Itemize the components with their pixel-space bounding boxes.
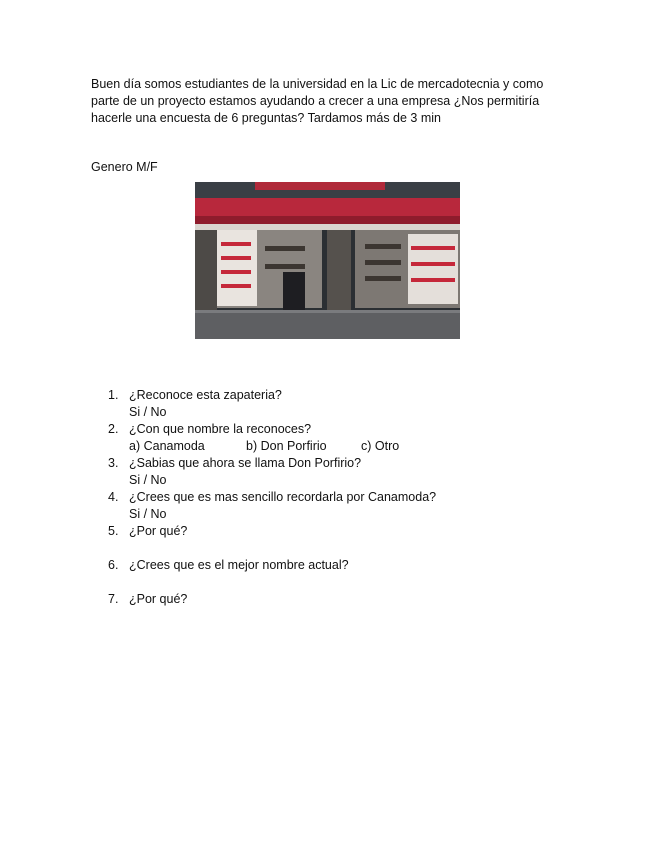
question-number: 5.: [108, 524, 119, 538]
question-number: 3.: [108, 456, 119, 470]
intro-line: Buen día somos estudiantes de la universidad en la Lic de mercadotecnia y como: [91, 77, 544, 91]
question-text: ¿Por qué?: [129, 592, 188, 606]
question-number: 6.: [108, 558, 119, 572]
question-number: 2.: [108, 422, 119, 436]
question-item: [108, 523, 528, 540]
question-text: ¿Por qué?: [129, 524, 188, 538]
question-text: ¿Sabias que ahora se llama Don Porfirio?: [129, 456, 362, 470]
option-b: b) Don Porfirio: [246, 439, 327, 453]
question-item: [108, 557, 528, 574]
question-item: [108, 455, 528, 489]
question-item: [108, 591, 528, 608]
question-text: ¿Reconoce esta zapateria?: [129, 388, 282, 402]
question-answer: Si / No: [129, 405, 167, 419]
answer-options: [129, 438, 528, 455]
question-number: 4.: [108, 490, 119, 504]
question-item: [108, 387, 528, 421]
question-text: ¿Crees que es el mejor nombre actual?: [129, 558, 349, 572]
storefront-photo: [195, 182, 460, 339]
question-number: 7.: [108, 592, 119, 606]
question-answer: Si / No: [129, 507, 167, 521]
gender-label: Genero M/F: [91, 160, 158, 174]
question-item: [108, 489, 528, 523]
question-item: [108, 421, 528, 455]
question-answer: Si / No: [129, 473, 167, 487]
question-number: 1.: [108, 388, 119, 402]
option-a: a) Canamoda: [129, 439, 205, 453]
question-text: ¿Con que nombre la reconoces?: [129, 422, 312, 436]
option-c: c) Otro: [361, 439, 400, 453]
question-list: [108, 387, 528, 608]
intro-line: parte de un proyecto estamos ayudando a crecer a una empresa ¿Nos permitiría: [91, 94, 540, 108]
question-text: ¿Crees que es mas sencillo recordarla por Canamoda?: [129, 490, 437, 504]
intro-line: hacerle una encuesta de 6 preguntas? Tardamos más de 3 min: [91, 111, 441, 125]
intro-paragraph: [91, 76, 571, 127]
